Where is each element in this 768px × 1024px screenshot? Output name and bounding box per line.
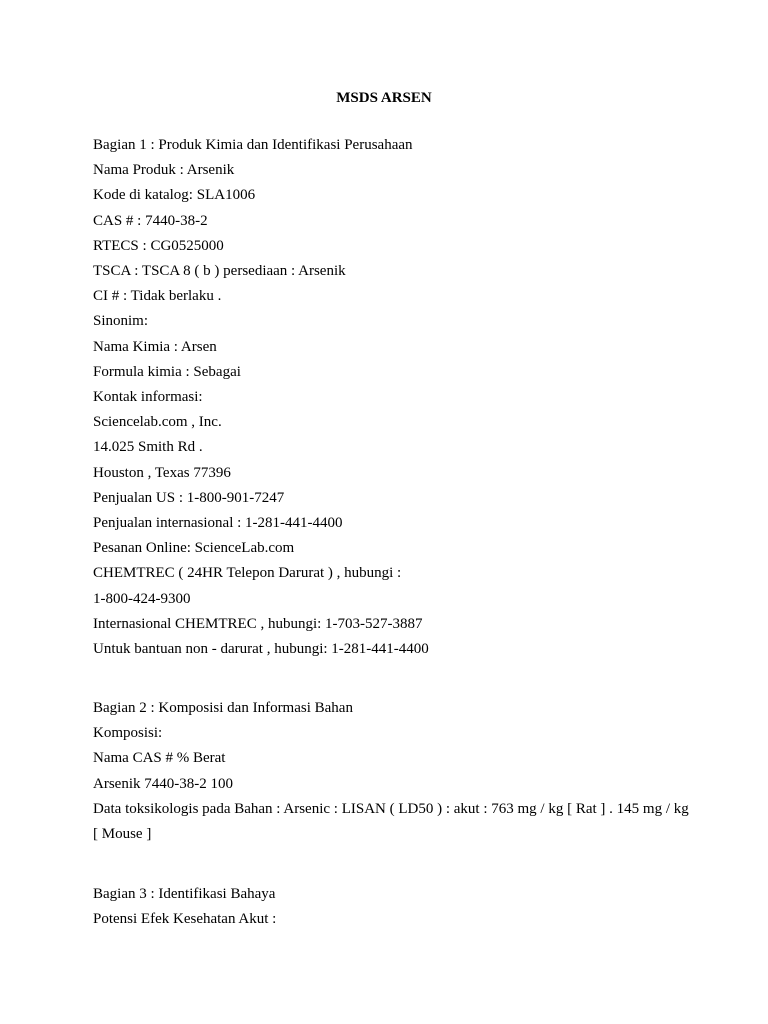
tsca-line: TSCA : TSCA 8 ( b ) persediaan : Arsenik — [93, 263, 346, 280]
international-sales-line: Penjualan internasional : 1-281-441-4400 — [93, 515, 343, 532]
company-name-line: Sciencelab.com , Inc. — [93, 414, 222, 431]
contact-info-line: Kontak informasi: — [93, 389, 203, 406]
document-title: MSDS ARSEN — [336, 90, 432, 106]
non-emergency-line: Untuk bantuan non - darurat , hubungi: 1-281-441-4400 — [93, 641, 429, 658]
ci-number-line: CI # : Tidak berlaku . — [93, 288, 222, 305]
composition-label-line: Komposisi: — [93, 725, 163, 742]
chemtrec-line: CHEMTREC ( 24HR Telepon Darurat ) , hubungi : — [93, 565, 402, 582]
us-sales-line: Penjualan US : 1-800-901-7247 — [93, 489, 285, 506]
section-heading: Bagian 2 : Komposisi dan Informasi Bahan — [93, 700, 353, 716]
section-heading: Bagian 1 : Produk Kimia dan Identifikasi Perusahaan — [93, 137, 413, 153]
composition-row-line: Arsenik 7440-38-2 100 — [93, 775, 233, 792]
chemtrec-phone-line: 1-800-424-9300 — [93, 590, 191, 607]
toxicology-line: Data toksikologis pada Bahan : Arsenic : LISAN ( LD50 ) : akut : 763 mg / kg [ Rat ] . 145 mg / kg [ Mouse ] — [93, 800, 689, 843]
synonym-line: Sinonim: — [93, 313, 149, 330]
composition-header-line: Nama CAS # % Berat — [93, 750, 226, 767]
chemical-name-line: Nama Kimia : Arsen — [93, 338, 217, 355]
international-chemtrec-line: Internasional CHEMTREC , hubungi: 1-703-527-3887 — [93, 615, 423, 632]
street-address-line: 14.025 Smith Rd . — [93, 439, 203, 456]
section-1-product-identification — [93, 133, 693, 662]
city-line: Houston , Texas 77396 — [93, 464, 231, 481]
product-name-line: Nama Produk : Arsenik — [93, 162, 235, 179]
section-heading: Bagian 3 : Identifikasi Bahaya — [93, 886, 276, 902]
online-orders-line: Pesanan Online: ScienceLab.com — [93, 540, 295, 557]
chemical-formula-line: Formula kimia : Sebagai — [93, 363, 241, 380]
catalog-code-line: Kode di katalog: SLA1006 — [93, 187, 256, 204]
section-3-hazards — [93, 882, 693, 932]
rtecs-line: RTECS : CG0525000 — [93, 237, 224, 254]
acute-effects-line: Potensi Efek Kesehatan Akut : — [93, 911, 277, 928]
cas-number-line: CAS # : 7440-38-2 — [93, 212, 208, 229]
section-2-composition — [93, 696, 693, 847]
